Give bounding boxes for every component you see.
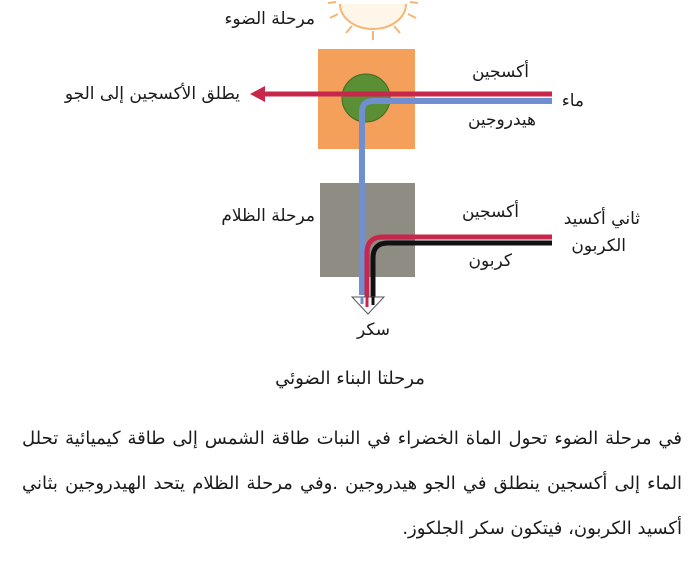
co2-label-line2: الكربون (571, 236, 626, 256)
light-stage-label: مرحلة الضوء (224, 9, 315, 29)
hydrogen-label: هيدروجين (467, 110, 536, 130)
light-oxygen-label: أكسجين (471, 62, 529, 82)
water-label: ماء (561, 91, 584, 111)
carbon-label: كربون (468, 251, 512, 271)
oxygen-arrow-head (250, 86, 265, 102)
oxygen-release-label: يطلق الأكسجين إلى الجو (64, 84, 240, 104)
co2-label-line1: ثاني أكسيد (563, 209, 640, 229)
sugar-label: سكر (356, 320, 390, 340)
sun-icon (328, 2, 418, 40)
dark-stage-label: مرحلة الظلام (221, 206, 315, 226)
dark-oxygen-label: أكسجين (461, 202, 519, 222)
diagram-caption: مرحلتا البناء الضوئي (275, 368, 425, 389)
explanation-paragraph: في مرحلة الضوء تحول الماة الخضراء في النبات طاقة الشمس إلى طاقة كيميائية تحلل الماء إلى أكسجين ينطلق في الجو هيدروجين .وفي مرحلة الظلام يتحد الهيدروجين بثاني أكسيد الكربون، فيتكون سكر الجلكوز. (22, 428, 682, 539)
